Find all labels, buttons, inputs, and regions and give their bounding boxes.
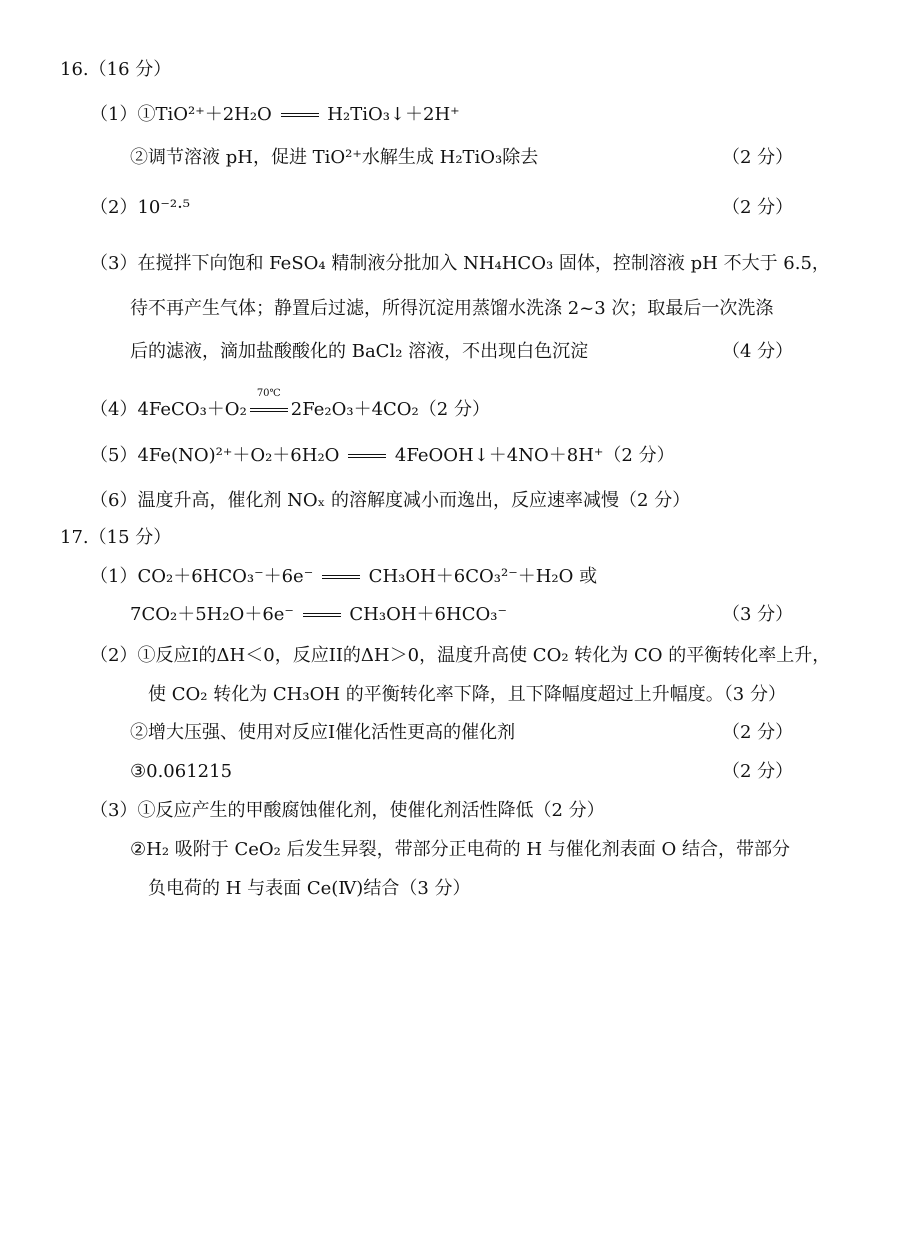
q16-5-lhs: （5）4Fe(NO)²⁺＋O₂＋6H₂O [90, 445, 340, 466]
q16-1-equation [90, 103, 460, 127]
q17-1-l1-rhs: CH₃OH＋6CO₃²⁻＋H₂O 或 [368, 566, 598, 587]
q16-4-lhs: （4）4FeCO₃＋O₂ [90, 399, 247, 420]
q17-2-1-line2: 使 CO₂ 转化为 CH₃OH 的平衡转化率下降，且下降幅度超过上升幅度。（3 分） [148, 684, 786, 705]
q16-header: 16.（16 分） [60, 59, 172, 80]
q16-3-line1: （3）在搅拌下向饱和 FeSO₄ 精制液分批加入 NH₄HCO₃ 固体，控制溶液 pH 不大于 6.5， [90, 253, 830, 274]
q16-1-2-text: ②调节溶液 pH，促进 TiO²⁺水解生成 H₂TiO₃除去 [130, 147, 539, 168]
q16-4-equation [90, 388, 490, 422]
q16-1-2-score: （2 分） [722, 147, 794, 168]
q16-5-rhs: 4FeOOH↓＋4NO＋8H⁺（2 分） [394, 445, 675, 466]
q17-2-2-text: ②增大压强、使用对反应I催化活性更高的催化剂 [130, 722, 516, 743]
q16-3-line2: 待不再产生气体；静置后过滤，所得沉淀用蒸馏水洗涤 2~3 次；取最后一次洗涤 [130, 298, 774, 319]
q17-3-2-line2: 负电荷的 H 与表面 Ce(Ⅳ)结合（3 分） [148, 878, 471, 899]
equals-double-bar [348, 454, 386, 458]
reaction-condition-arrow [250, 388, 288, 422]
q16-4-rhs: 2Fe₂O₃＋4CO₂（2 分） [290, 399, 490, 420]
q16-1-rhs: H₂TiO₃↓＋2H⁺ [327, 104, 460, 125]
q17-3-1-text: （3）①反应产生的甲酸腐蚀催化剂，使催化剂活性降低（2 分） [90, 800, 605, 821]
q17-1-l1-lhs: （1）CO₂＋6HCO₃⁻＋6e⁻ [90, 566, 314, 587]
equals-double-bar [322, 575, 360, 579]
q17-1-score: （3 分） [722, 604, 794, 625]
q16-3-line3: 后的滤液，滴加盐酸酸化的 BaCl₂ 溶液，不出现白色沉淀 [130, 341, 589, 362]
q16-3-score: （4 分） [722, 341, 794, 362]
q17-2-3-text: ③0.061215 [130, 761, 233, 782]
q16-2-text: （2）10⁻²·⁵ [90, 197, 191, 218]
equals-double-bar [281, 113, 319, 117]
q17-1-l2-lhs: 7CO₂＋5H₂O＋6e⁻ [130, 604, 294, 625]
q17-1-l2-rhs: CH₃OH＋6HCO₃⁻ [349, 604, 507, 625]
q17-1-equation2 [130, 603, 507, 627]
q16-1-label-lhs: （1）① [90, 104, 156, 125]
equals-double-bar [303, 613, 341, 617]
q16-1-lhs: TiO²⁺＋2H₂O [155, 104, 272, 125]
q17-header: 17.（15 分） [60, 527, 172, 548]
q16-5-equation [90, 444, 675, 468]
q17-2-2-score: （2 分） [722, 722, 794, 743]
q17-1-equation1 [90, 565, 597, 589]
q17-2-3-score: （2 分） [722, 761, 794, 782]
q16-6-text: （6）温度升高，催化剂 NOₓ 的溶解度减小而逸出，反应速率减慢（2 分） [90, 490, 691, 511]
q16-4-condition: 70℃ [256, 388, 281, 399]
q17-2-1-line1: （2）①反应I的ΔH＜0，反应II的ΔH＞0，温度升高使 CO₂ 转化为 CO 的平衡转化率上升， [90, 645, 831, 666]
q17-3-2-line1: ②H₂ 吸附于 CeO₂ 后发生异裂，带部分正电荷的 H 与催化剂表面 O 结合，带部分 [130, 839, 790, 860]
q16-2-score: （2 分） [722, 197, 794, 218]
